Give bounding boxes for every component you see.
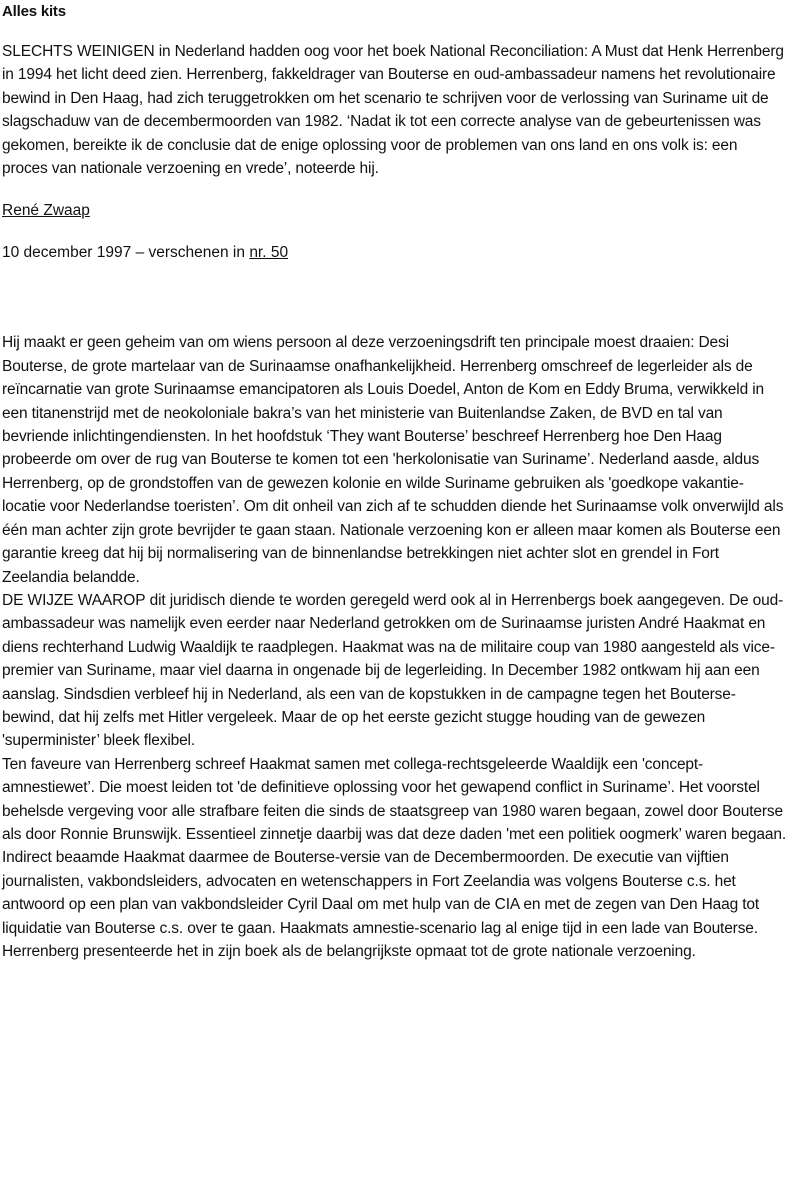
article-title: Alles kits [2, 3, 66, 20]
lead-text: in Nederland hadden oog voor het boek National Reconciliation: A Must dat Henk Herrenberg in 1994 het licht deed zien. Herrenberg, fakkeldrager van Bouterse en oud-ambassadeur namens het revolutionaire bewind in Den Haag, had zich teruggetrokken om het scenario te schrijven voor de verlossing van Suriname uit de slagschaduw van de decembermoorden van 1982. ‘Nadat ik tot een correcte analyse van de gebeurtenissen was gekomen, bereikte ik de conclusie dat de enige oplossing voor de problemen van ons land en ons volk is: een proces van nationale verzoening en vrede’, noteerde hij. [2, 43, 784, 178]
paragraph-text: Ten faveure van Herrenberg schreef Haakmat samen met collega-rechtsgeleerde Waaldijk een 'concept-amnestiewet’. Die moest leiden tot 'de definitieve oplossing voor het gewapend conflict in Suriname’. Het voorstel behelsde vergeving voor alle strafbare feiten die sinds de staatsgreep van 1980 waren begaan, zowel door Bouterse als door Ronnie Brunswijk. Essentieel zinnetje daarbij was dat deze daden 'met een politiek oogmerk’ waren begaan. [2, 755, 787, 843]
paragraph-text: dit juridisch diende te worden geregeld werd ook al in Herrenbergs boek aangegeven. De oud-ambassadeur was namelijk even eerder naar Nederland getrokken om de Surinaamse juristen André Haakmat en diens rechterhand Ludwig Waaldijk te raadplegen. Haakmat was na de militaire coup van 1980 aangesteld als vice-premier van Suriname, maar viel daarna in ongenade bij de legerleiding. In December 1982 ontkwam hij aan een aanslag. Sindsdien verbleef hij in Nederland, als een van de kopstukken in de campagne tegen het Bouterse-bewind, dat hij zelfs met Hitler vergeleek. Maar de op het eerste gezicht stugge houding van de gewezen 'superminister’ bleek flexibel. [2, 591, 784, 750]
paragraph-caps: DE WIJZE WAAROP [2, 591, 146, 609]
article-page [2, 0, 786, 963]
body-paragraph-4 [2, 846, 786, 963]
author-link[interactable]: René Zwaap [2, 202, 90, 220]
dateline [2, 242, 786, 264]
body-paragraph-2 [2, 589, 786, 753]
paragraph-text: Indirect beaamde Haakmat daarmee de Bouterse-versie van de Decembermoorden. De executie van vijftien journalisten, vakbondsleiders, advocaten en wetenschappers in Fort Zeelandia was volgens Bouterse c.s. het antwoord op een plan van vakbondsleider Cyril Daal om met hulp van de CIA en met de zegen van Den Haag tot liquidatie van Bouterse c.s. over te gaan. Haakmats amnestie-scenario lag al enige tijd in een lade van Bouterse. Herrenberg presenteerde het in zijn boek als de belangrijkste opmaat tot de grote nationale verzoening. [2, 849, 759, 960]
paragraph-text: Hij maakt er geen geheim van om wiens persoon al deze verzoeningsdrift ten principale moest draaien: Desi Bouterse, de grote martelaar van de Surinaamse onafhankelijkheid. Herrenberg omschreef de legerleider als de reïncarnatie van grote Surinaamse emancipatoren als Louis Doedel, Anton de Kom en Eddy Bruma, verwikkeld in een titanenstrijd met de neokoloniale bakra’s van het ministerie van Buitenlandse Zaken, de BVD en tal van bevriende inlichtingendiensten. In het hoofdstuk ‘They want Bouterse’ beschreef Herrenberg hoe Den Haag probeerde om over de rug van Bouterse te komen tot een 'herkolonisatie van Suriname’. Nederland aasde, aldus Herrenberg, op de grondstoffen van de gewezen kolonie en wilde Suriname gebruiken als 'goedkope vakantie-locatie voor Nederlandse toeristen’. Om dit onheil van zich af te schudden diende het Surinaamse volk onverwijld als één man achter zijn grote bevrijder te gaan staan. Nationale verzoening kon er alleen maar komen als Bouterse een garantie kreeg dat hij bij normalisering van de binnenlandse betrekkingen niet achter slot en grendel in Fort Zeelandia belandde. [2, 334, 784, 586]
article-lead [2, 40, 786, 180]
body-paragraph-3 [2, 753, 786, 847]
article-body [2, 331, 786, 963]
lead-opening-caps: SLECHTS WEINIGEN [2, 43, 155, 60]
dateline-text: 10 december 1997 – verschenen in [2, 244, 250, 262]
author-line [2, 200, 786, 222]
issue-link[interactable]: nr. 50 [249, 244, 289, 262]
body-paragraph-1 [2, 331, 786, 588]
